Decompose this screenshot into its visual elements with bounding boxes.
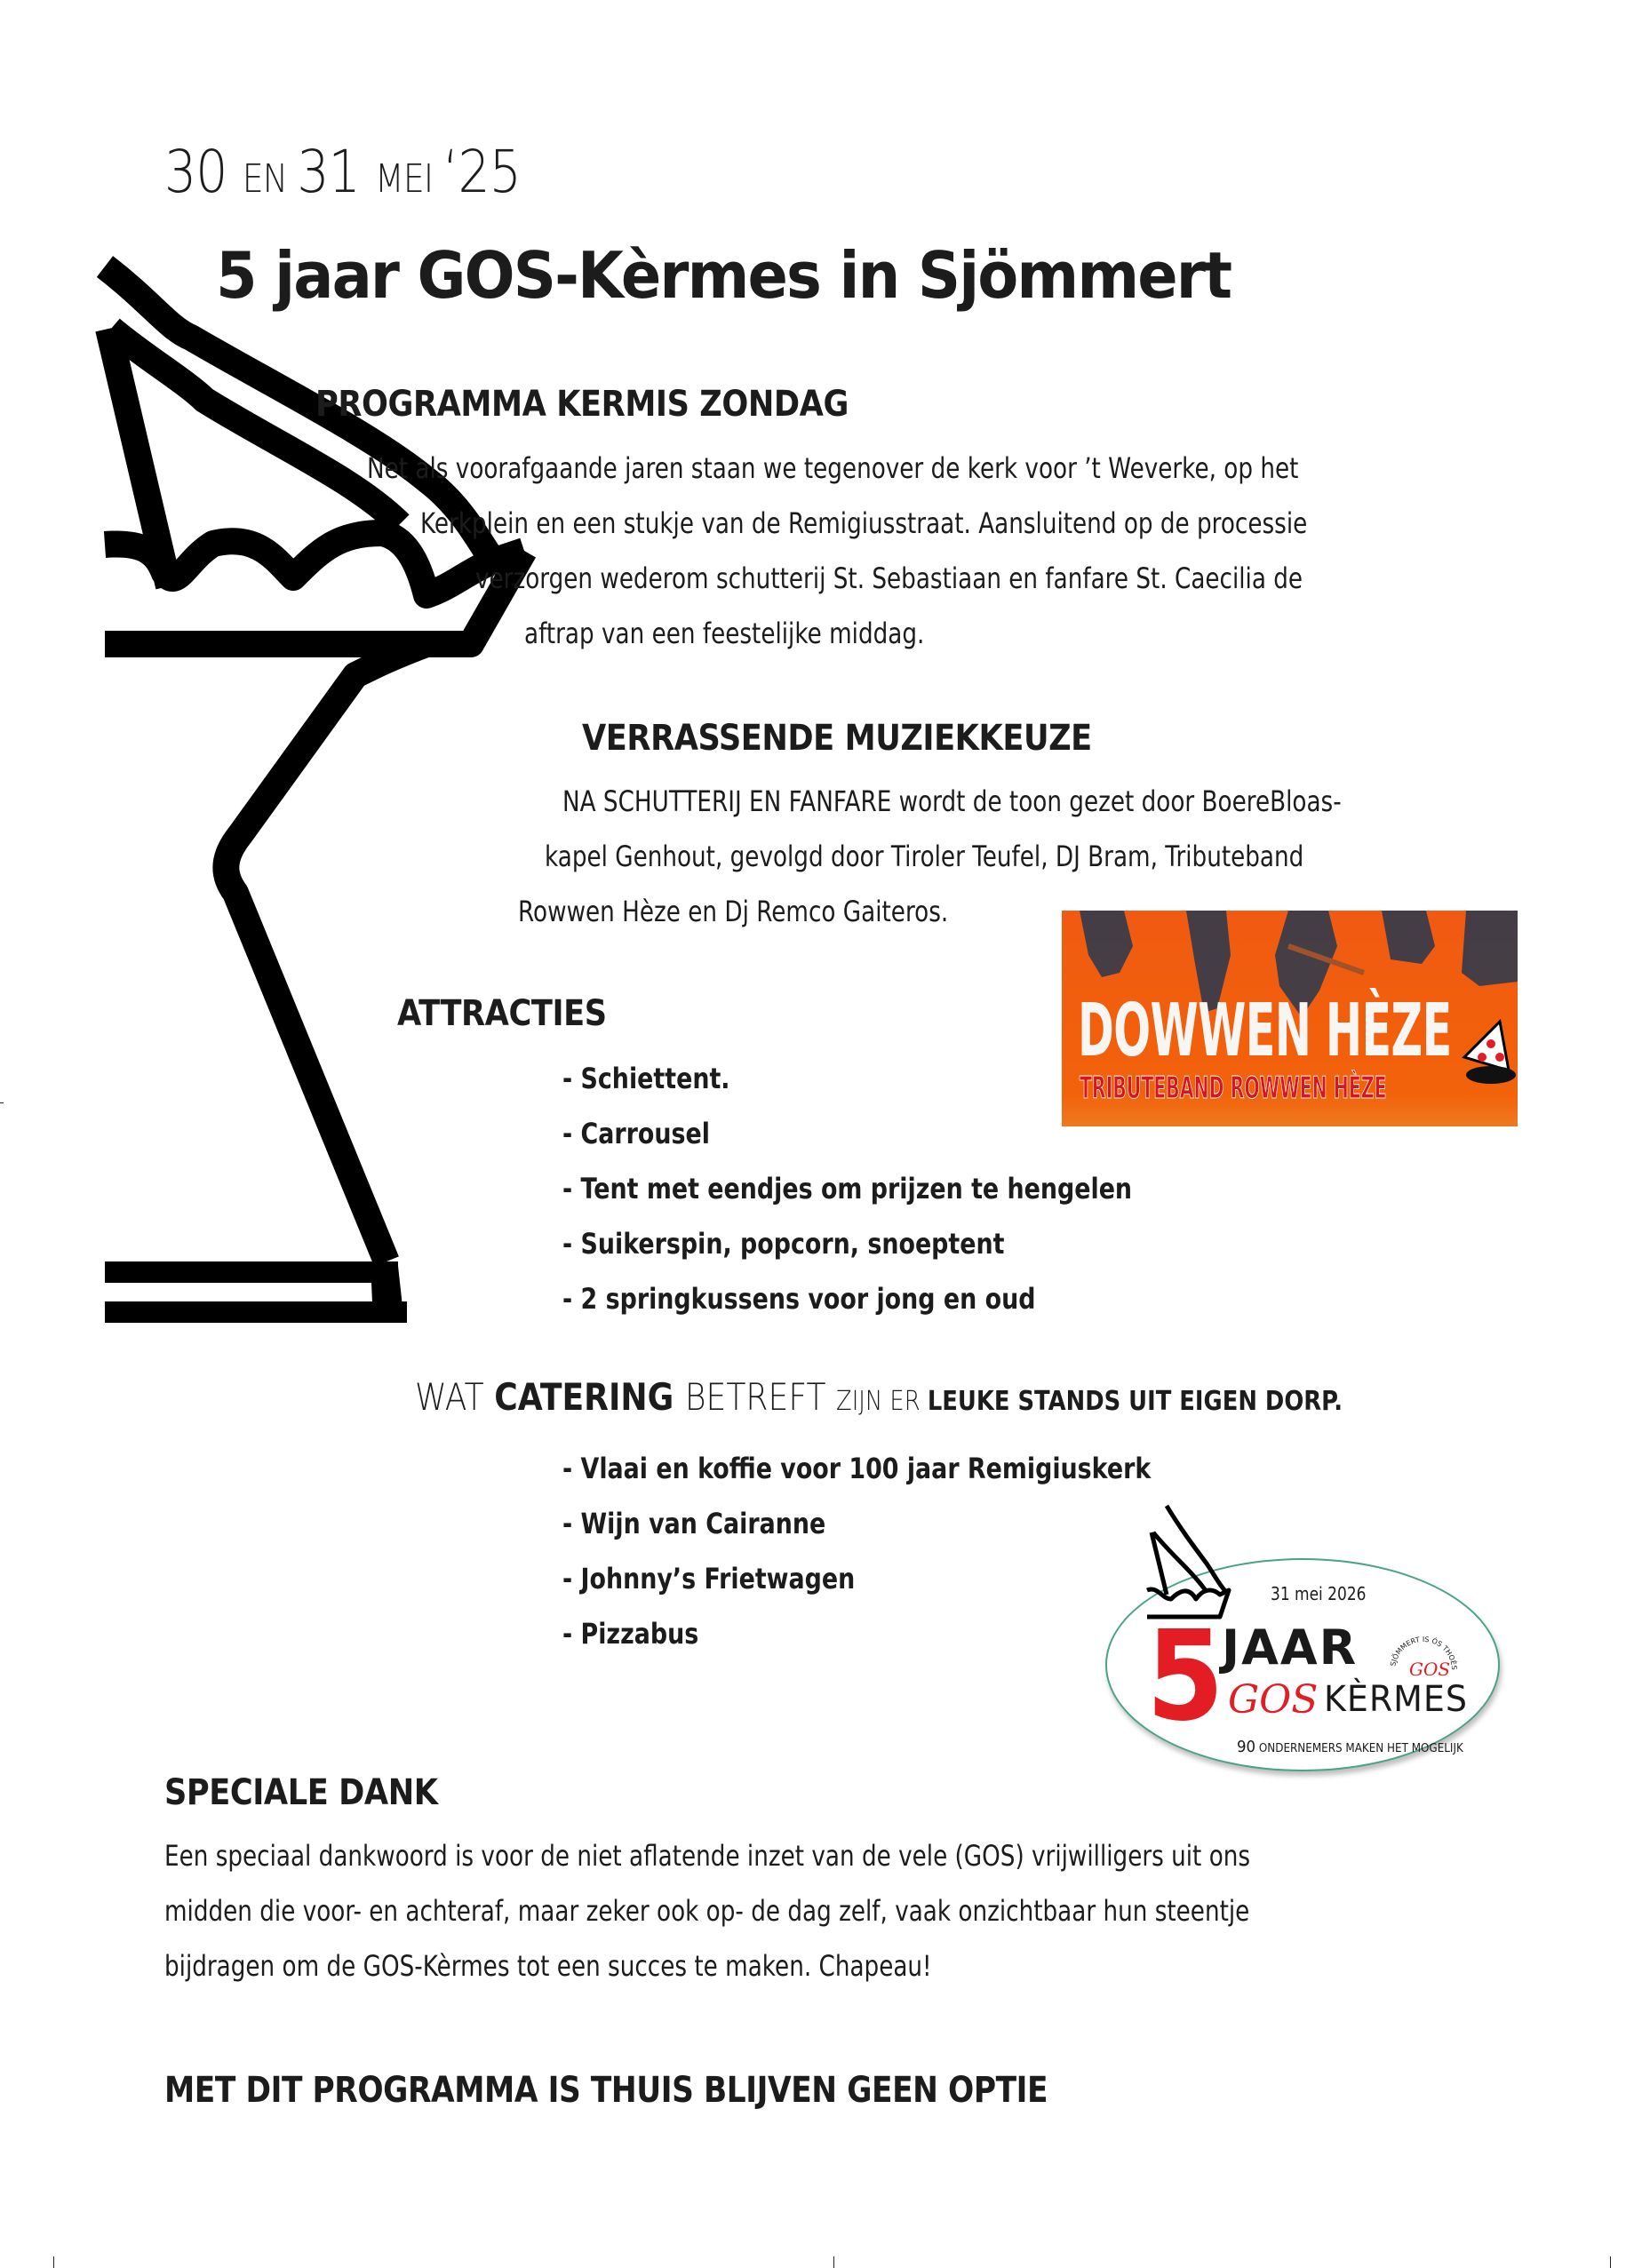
tributeband-banner bbox=[1062, 911, 1518, 1126]
programma-line: Net als voorafgaande jaren staan we tegenover de kerk voor ’t Weverke, op het bbox=[367, 451, 1299, 485]
gos-seal-icon bbox=[1386, 1626, 1461, 1688]
gos-kermes-logo bbox=[1102, 1501, 1502, 1768]
date-part: 30 bbox=[164, 138, 243, 206]
seal-center-text: GOS bbox=[1409, 1659, 1451, 1680]
stem-stroke bbox=[226, 644, 426, 1261]
attractie-item: - Tent met eendjes om prijzen te hengelen bbox=[562, 1172, 1133, 1206]
logo-tagline bbox=[1237, 1738, 1463, 1756]
banner-title: DOWWEN HÈZE bbox=[1078, 989, 1452, 1073]
catering-heading-part: ZIJN ER bbox=[836, 1386, 928, 1417]
logo-jaar: JAAR bbox=[1222, 1619, 1359, 1675]
muziek-line: NA SCHUTTERIJ EN FANFARE wordt de toon gezet door BoereBloas- bbox=[562, 784, 1342, 818]
logo-tagline-text: ONDERNEMERS MAKEN HET MOGELIJK bbox=[1255, 1742, 1463, 1755]
page-title: 5 jaar GOS-Kèrmes in Sjömmert bbox=[216, 238, 1231, 313]
seal-arc-text: SJÖMMERT IS ÓS THOÈS bbox=[1389, 1635, 1459, 1671]
programma-line: verzorgen wederom schutterij St. Sebastiaan en fanfare St. Caecilia de bbox=[475, 561, 1303, 595]
base-bar-top bbox=[105, 1261, 398, 1283]
catering-heading-part: BETREFT bbox=[684, 1375, 837, 1419]
boat-hat-icon bbox=[1464, 1022, 1516, 1084]
catering-item: - Wijn van Cairanne bbox=[562, 1507, 826, 1540]
logo-date: 31 mei 2026 bbox=[1271, 1583, 1367, 1604]
banner-subtitle: TRIBUTEBAND ROWWEN HÈZE bbox=[1080, 1070, 1387, 1106]
attractie-item: - 2 springkussens voor jong en oud bbox=[562, 1282, 1036, 1316]
date-part: ‘25 bbox=[442, 138, 522, 206]
date-part: 31 bbox=[297, 138, 376, 206]
jumper-4 bbox=[1382, 911, 1435, 964]
date-part: EN bbox=[242, 156, 298, 202]
logo-five: 5 bbox=[1146, 1604, 1224, 1749]
base-bar-end bbox=[371, 1261, 404, 1323]
catering-heading bbox=[415, 1375, 1343, 1419]
dank-line: midden die voor- en achteraf, maar zeker ook op- de dag zelf, vaak onzichtbaar hun steentje bbox=[164, 1894, 1250, 1928]
programma-line: aftrap van een feestelijke middag. bbox=[524, 617, 925, 650]
logo-kermes: KÈRMES bbox=[1324, 1679, 1468, 1720]
crop-mark-side bbox=[0, 1102, 4, 1103]
programma-line: Kerkplein en een stukje van de Remigiusstraat. Aansluitend op de processie bbox=[420, 506, 1308, 540]
crop-mark-left bbox=[53, 2256, 54, 2268]
catering-item: - Pizzabus bbox=[562, 1617, 699, 1651]
catering-heading-part: LEUKE STANDS UIT EIGEN DORP. bbox=[927, 1386, 1343, 1417]
event-date bbox=[164, 138, 521, 206]
jumper-5 bbox=[1462, 911, 1518, 986]
catering-item: - Vlaai en koffie voor 100 jaar Remigiuskerk bbox=[562, 1452, 1152, 1485]
dank-line: Een speciaal dankwoord is voor de niet aflatende inzet van de vele (GOS) vrijwilligers uit ons bbox=[164, 1839, 1251, 1873]
attractie-item: - Carrousel bbox=[562, 1117, 710, 1150]
jumper-1 bbox=[1080, 911, 1133, 977]
muziek-line: Rowwen Hèze en Dj Remco Gaiteros. bbox=[518, 895, 949, 928]
muziek-heading: VERRASSENDE MUZIEKKEUZE bbox=[582, 718, 1092, 759]
crop-mark-center bbox=[833, 2256, 834, 2268]
date-part: MEI bbox=[375, 156, 443, 202]
attractie-item: - Schiettent. bbox=[562, 1062, 730, 1095]
base-bar-bottom bbox=[105, 1301, 407, 1323]
dank-heading: SPECIALE DANK bbox=[164, 1772, 438, 1813]
logo-tagline-number: 90 bbox=[1237, 1738, 1256, 1756]
crop-mark-right bbox=[1610, 2256, 1611, 2268]
logo-gos: GOS bbox=[1228, 1677, 1319, 1723]
catering-item: - Johnny’s Frietwagen bbox=[562, 1562, 856, 1596]
programma-heading: PROGRAMMA KERMIS ZONDAG bbox=[315, 384, 849, 425]
catering-heading-part: CATERING bbox=[494, 1375, 685, 1419]
muziek-line: kapel Genhout, gevolgd door Tiroler Teufel, DJ Bram, Tributeband bbox=[545, 840, 1304, 873]
attractie-item: - Suikerspin, popcorn, snoeptent bbox=[562, 1227, 1005, 1261]
attracties-heading: ATTRACTIES bbox=[397, 993, 607, 1034]
boat-illustration bbox=[0, 0, 622, 1528]
catering-heading-part: WAT bbox=[415, 1375, 495, 1419]
closing-statement: MET DIT PROGRAMMA IS THUIS BLIJVEN GEEN OPTIE bbox=[164, 2070, 1048, 2111]
dank-line: bijdragen om de GOS-Kèrmes tot een succes te maken. Chapeau! bbox=[164, 1949, 932, 1983]
